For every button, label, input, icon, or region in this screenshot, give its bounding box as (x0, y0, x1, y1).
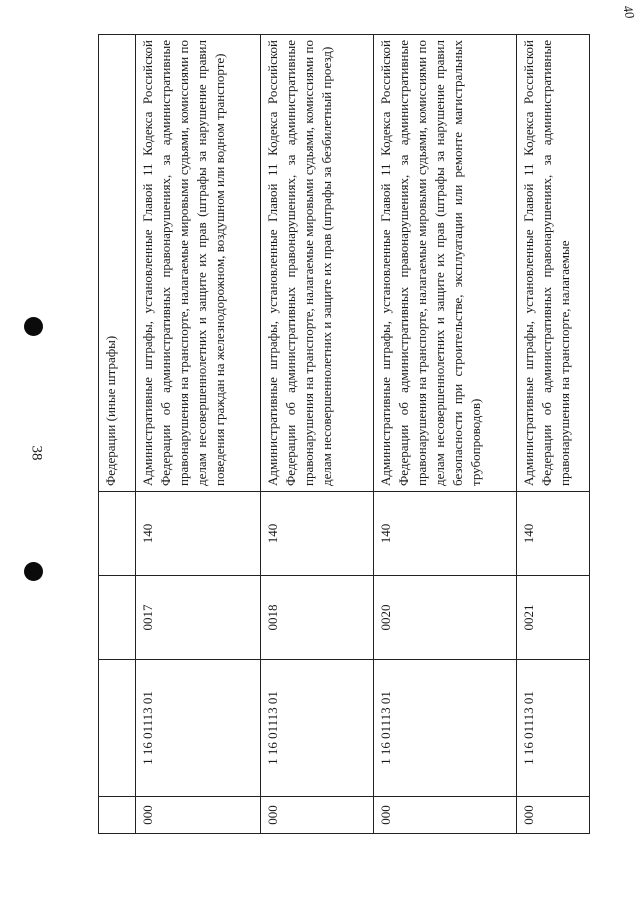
description-cell: Административные штрафы, установленные Главой 11 Кодекса Российской Федерации об административных правонарушениях, за административные правонарушения на транспорте, налагаемые (517, 35, 590, 492)
table-cell-empty (99, 660, 136, 797)
budget-classification-table (98, 34, 608, 834)
budget-code-cell: 1 16 01113 01 (261, 660, 374, 797)
kosgu-cell: 140 (517, 492, 590, 576)
admin-code-cell: 000 (261, 797, 374, 834)
sub-code-cell: 0020 (374, 576, 517, 660)
table-row (136, 35, 261, 834)
handwritten-sheet-number: 40 (620, 3, 638, 21)
admin-code-cell: 000 (136, 797, 261, 834)
continued-description-cell: Федерации (иные штрафы) (99, 35, 136, 492)
punch-hole-bottom (24, 562, 43, 581)
budget-code-cell: 1 16 01113 01 (374, 660, 517, 797)
admin-code-cell: 000 (517, 797, 590, 834)
table-row (374, 35, 517, 834)
admin-code-cell: 000 (374, 797, 517, 834)
table-cell-empty (99, 492, 136, 576)
table-cell-empty (99, 576, 136, 660)
page-number: 38 (28, 445, 45, 461)
kosgu-cell: 140 (136, 492, 261, 576)
kosgu-cell: 140 (374, 492, 517, 576)
sub-code-cell: 0018 (261, 576, 374, 660)
table-row (517, 35, 590, 834)
description-cell: Административные штрафы, установленные Главой 11 Кодекса Российской Федерации об административных правонарушениях, за административные правонарушения на транспорте, налагаемые мировыми судьями, комиссиями по делам несовершеннолетних и защите их прав (штрафы за нарушение правил поведения граждан на железнодорожном, воздушном или водном транспорте) (136, 35, 261, 492)
table-row (261, 35, 374, 834)
description-cell: Административные штрафы, установленные Главой 11 Кодекса Российской Федерации об административных правонарушениях, за административные правонарушения на транспорте, налагаемые мировыми судьями, комиссиями по делам несовершеннолетних и защите их прав (штрафы за безбилетный проезд) (261, 35, 374, 492)
table-row-continued (99, 35, 136, 834)
budget-code-cell: 1 16 01113 01 (136, 660, 261, 797)
kosgu-cell: 140 (261, 492, 374, 576)
budget-table (98, 34, 590, 834)
punch-hole-top (24, 317, 43, 336)
budget-code-cell: 1 16 01113 01 (517, 660, 590, 797)
description-cell: Административные штрафы, установленные Главой 11 Кодекса Российской Федерации об административных правонарушениях, за административные правонарушения на транспорте, налагаемые мировыми судьями, комиссиями по делам несовершеннолетних и защите их прав (штрафы за нарушение правил безопасности при строительстве, эксплуатации или ремонте магистральных трубопроводов) (374, 35, 517, 492)
table-cell-empty (99, 797, 136, 834)
sub-code-cell: 0017 (136, 576, 261, 660)
sub-code-cell: 0021 (517, 576, 590, 660)
